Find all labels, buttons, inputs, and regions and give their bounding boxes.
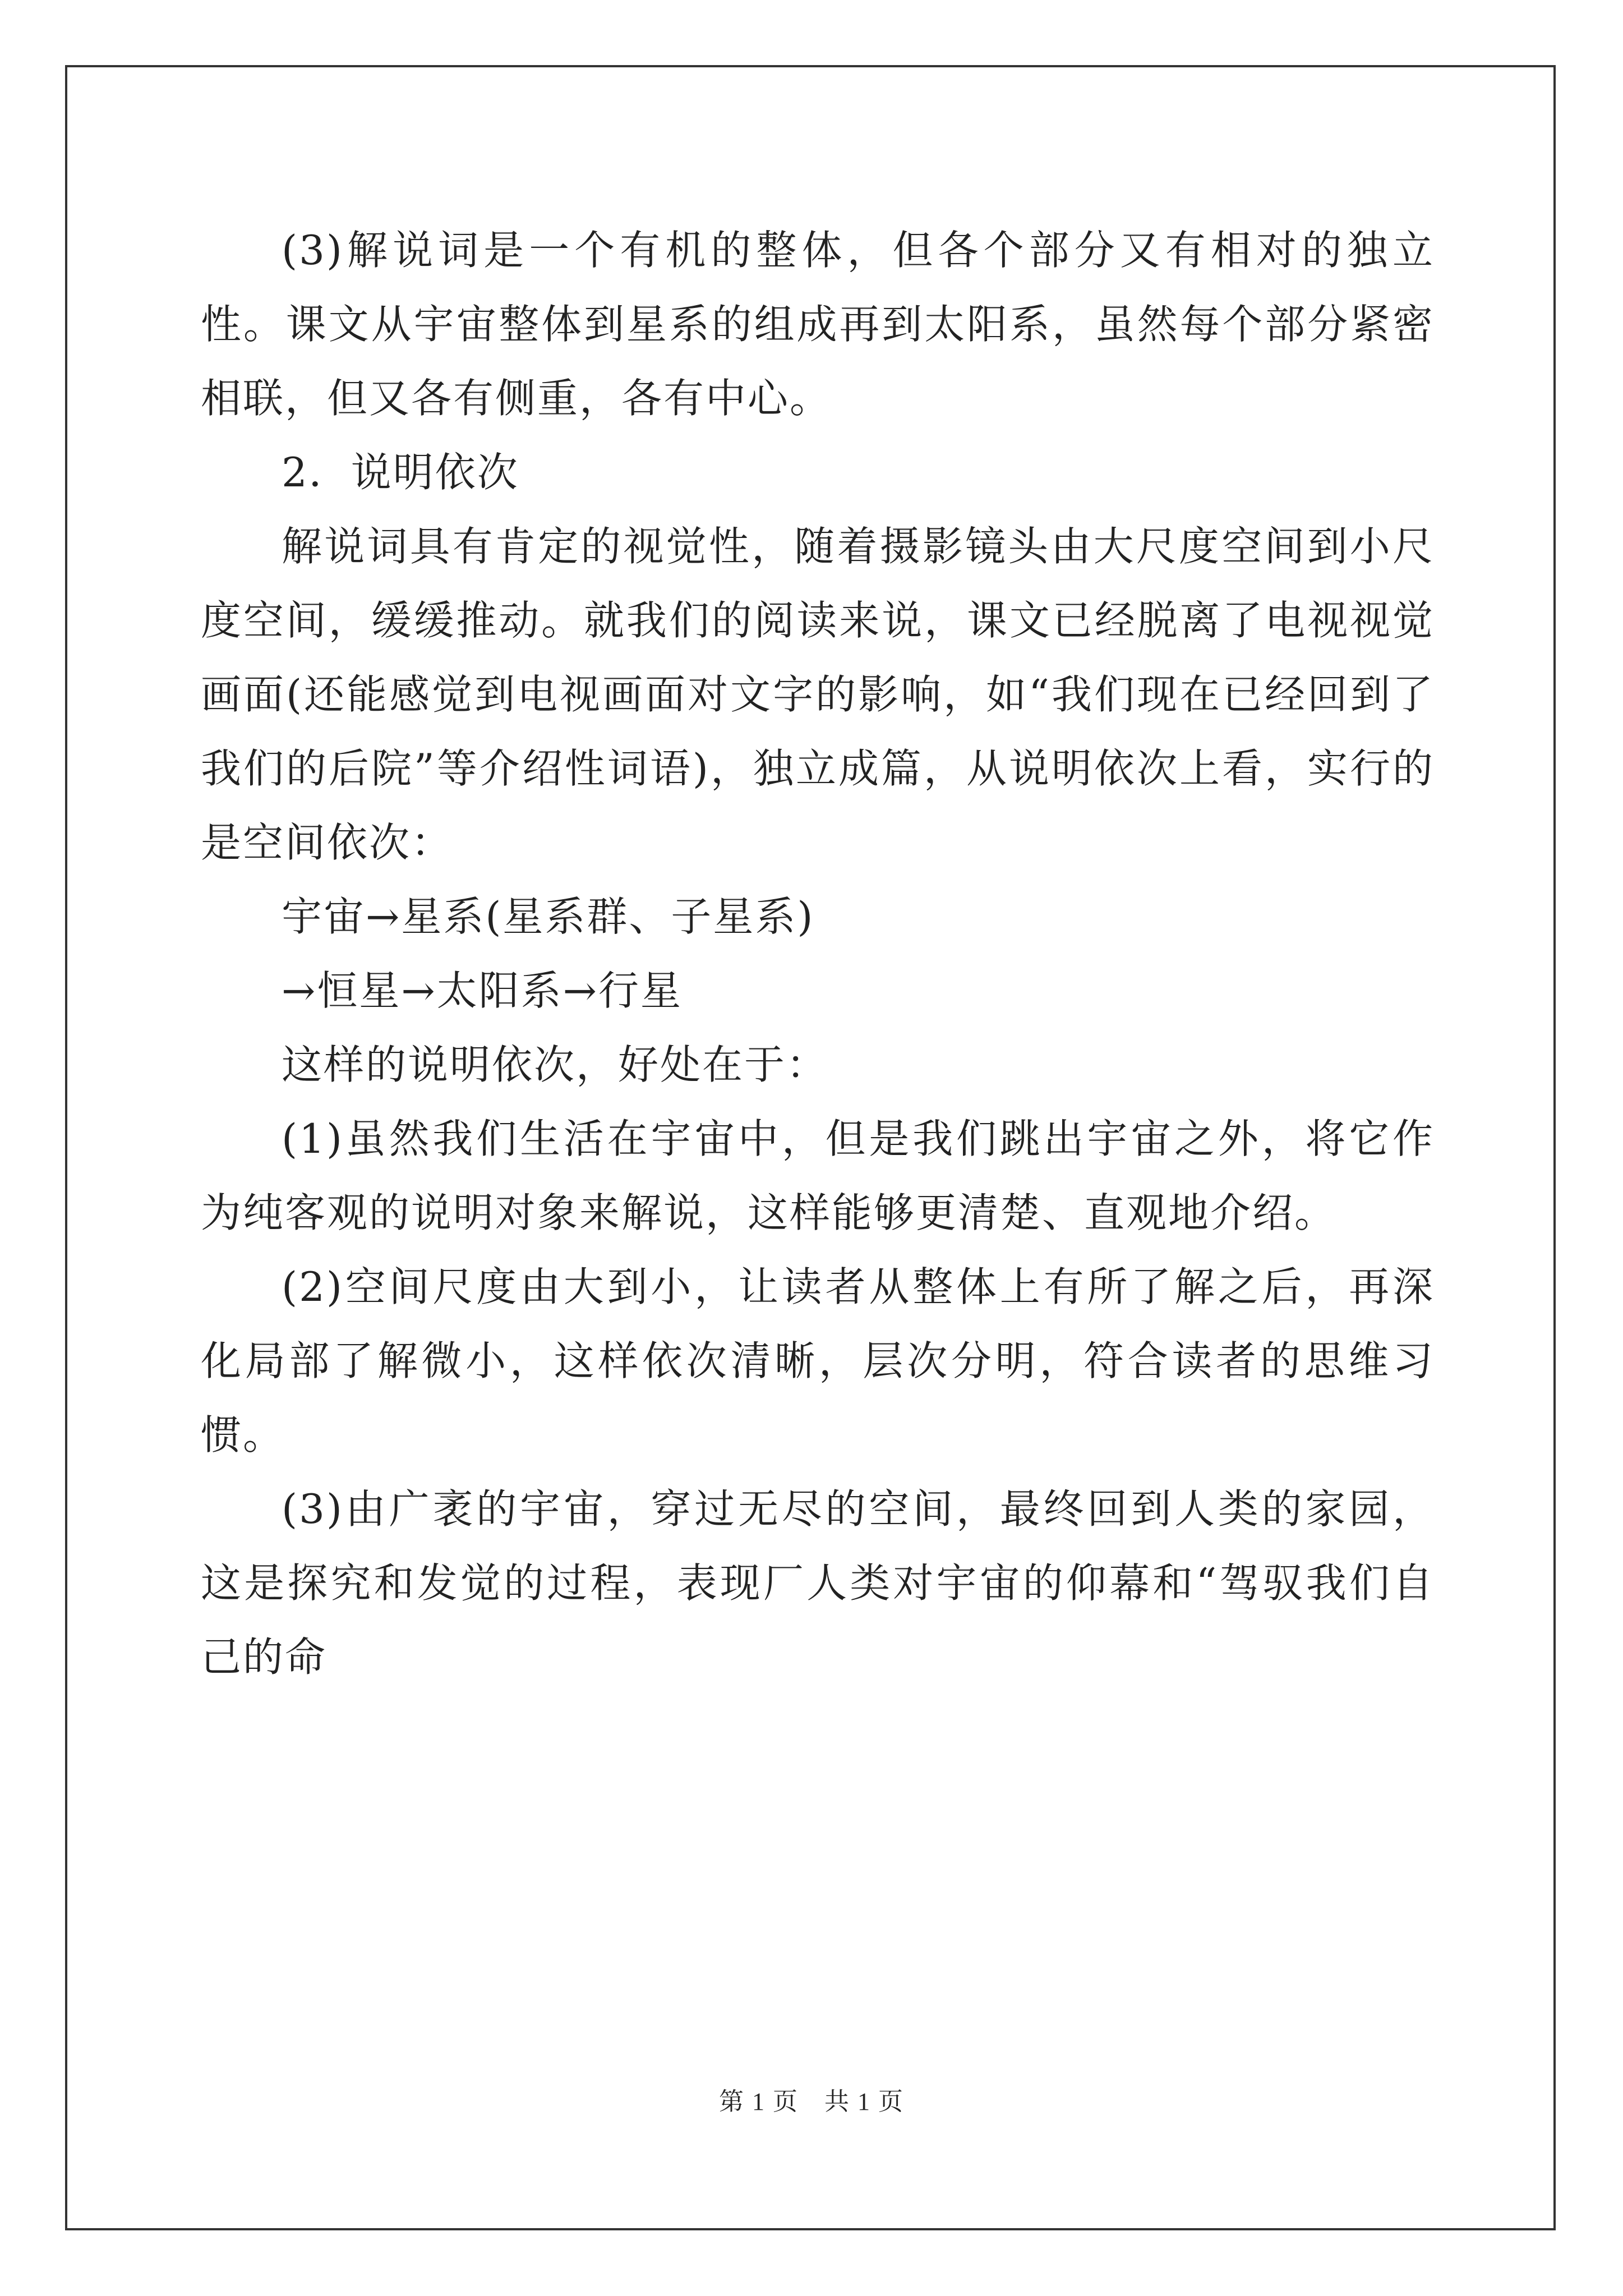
paragraph-5: (2)空间尺度由大到小，让读者从整体上有所了解之后，再深化局部了解微小，这样依次清晰，层次分明，符合读者的思维习惯。	[201, 1263, 1435, 1458]
sequence-line-2: →恒星→太阳系→行星	[282, 967, 683, 1014]
document-body	[201, 213, 1435, 1694]
paragraph-6: (3)由广袤的宇宙，穿过无尽的空间，最终回到人类的家园，这是探究和发觉的过程，表现厂人类对宇宙的仰幕和“驾驭我们自己的命	[201, 1485, 1435, 1681]
paragraph-2: 解说词具有肯定的视觉性，随着摄影镜头由大尺度空间到小尺度空间，缓缓推动。就我们的阅读来说，课文已经脱离了电视视觉画面(还能感觉到电视画面对文字的影响，如“我们现在已经回到了我们的后院”等介绍性词语)，独立成篇，从说明依次上看，实行的是空间依次：	[201, 523, 1435, 866]
page-footer: 第 1 页 共 1 页	[719, 2088, 904, 2115]
paragraph-1: (3)解说词是一个有机的整体，但各个部分又有相对的独立性。课文从宇宙整体到星系的组成再到太阳系，虽然每个部分紧密相联，但又各有侧重，各有中心。	[201, 227, 1435, 422]
sequence-line-1: 宇宙→星系(星系群、子星系)	[282, 893, 815, 940]
section-heading: 2．说明依次	[282, 449, 519, 496]
paragraph-4: (1)虽然我们生活在宇宙中，但是我们跳出宇宙之外，将它作为纯客观的说明对象来解说，这样能够更清楚、直观地介绍。	[201, 1115, 1435, 1236]
paragraph-3: 这样的说明依次，好处在于：	[282, 1041, 829, 1088]
